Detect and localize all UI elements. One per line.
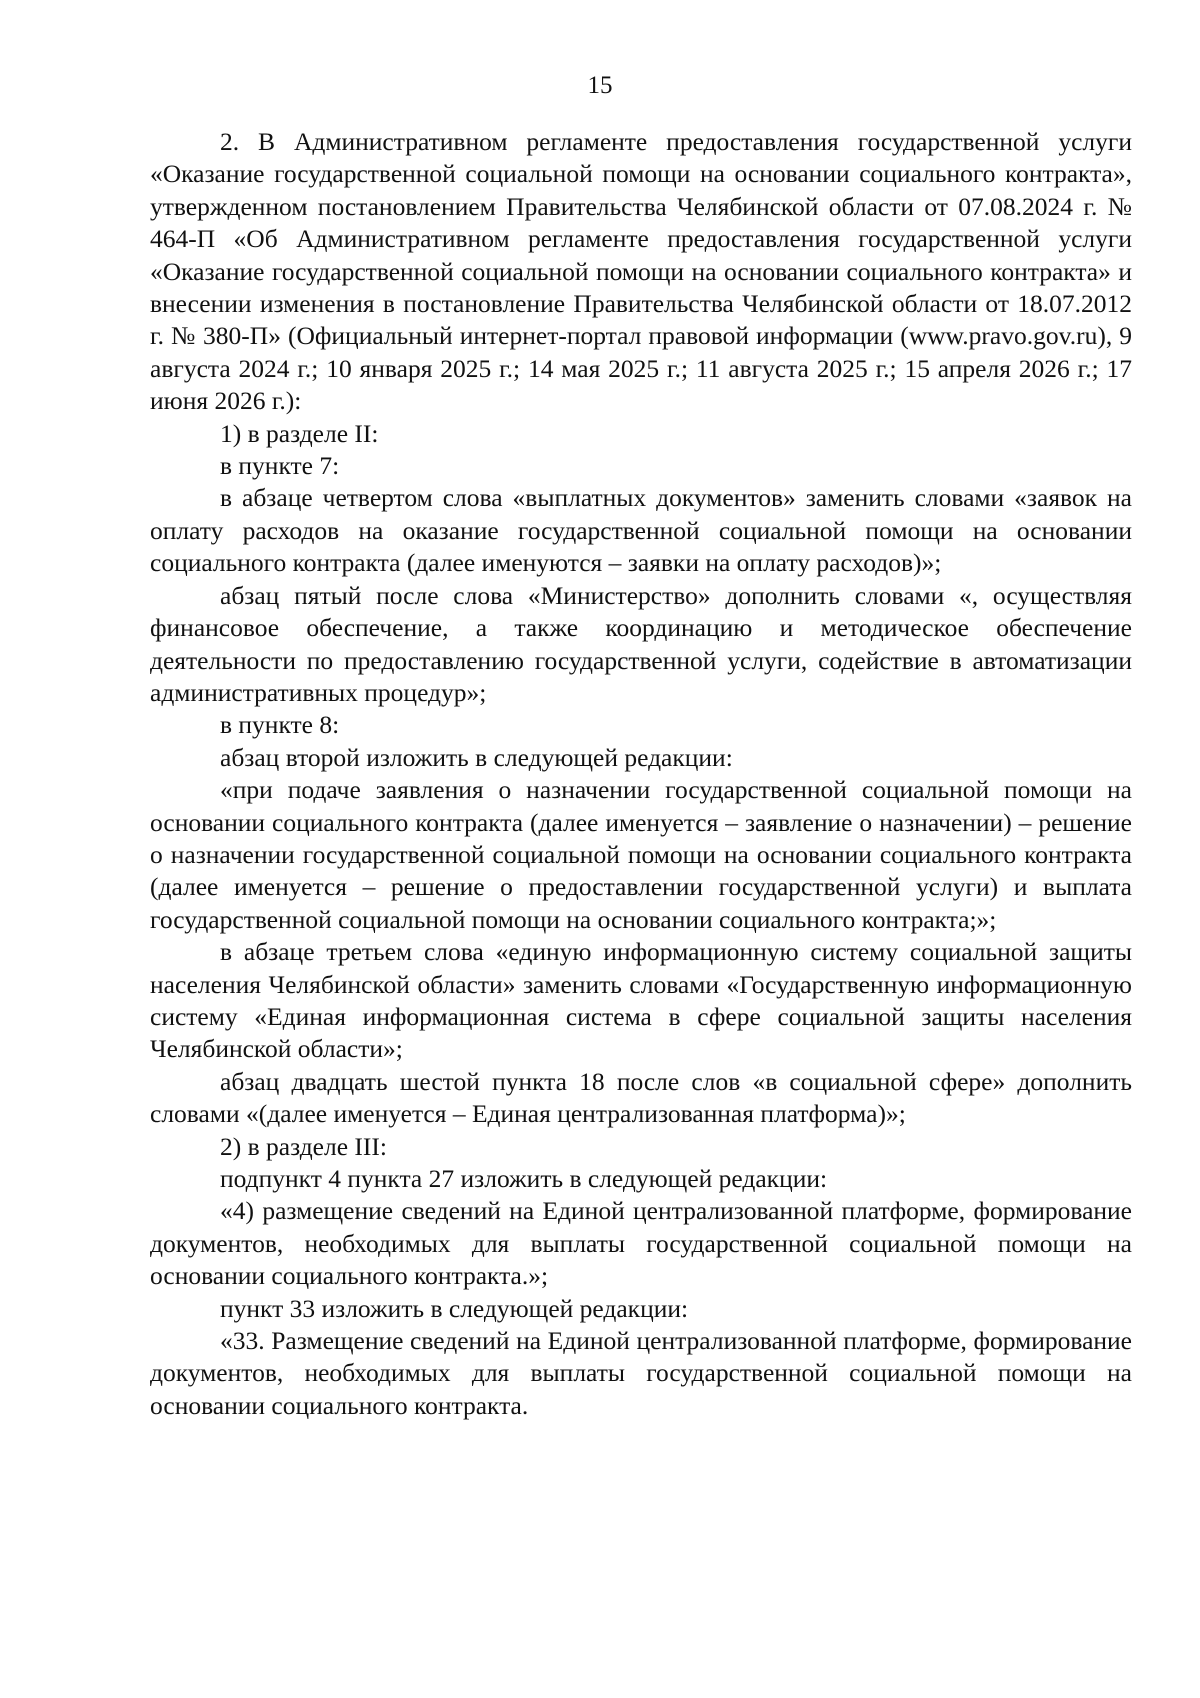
paragraph-clause-33-intro: пункт 33 изложить в следующей редакции: [220, 1293, 689, 1323]
paragraph-clause-18-para-26: абзац двадцать шестой пункта 18 после слов «в социальной сфере» дополнить словами «(далее именуется – Единая централизованная платформа)»; [150, 1066, 1132, 1129]
paragraph-clause-8-para-2-intro: абзац второй изложить в следующей редакции: [220, 742, 733, 772]
paragraph-clause-7: в пункте 7: [220, 451, 340, 481]
page-number: 15 [587, 72, 613, 99]
paragraph-clause-27-intro: подпункт 4 пункта 27 изложить в следующей редакции: [220, 1164, 828, 1193]
paragraph-clause-8-para-3: в абзаце третьем слова «единую информационную систему социальной защиты населения Челябинской области» заменить словами «Государственную информационную систему «Единая информационная система в сфере социальной защиты населения Челябинской области»; [150, 937, 1132, 1064]
paragraph-section-2: 1) в разделе II: [220, 418, 379, 448]
paragraph-clause-8: в пункте 8: [220, 710, 340, 740]
paragraph-amendment-intro: 2. В Административном регламенте предоставления государственной услуги «Оказание государственной социальной помощи на основании социального контракта», утвержденном постановлением Правительства Челябинской области от 07.08.2024 г. № 464-П «Об Административном регламенте предоставления государственной услуги «Оказание государственной социальной помощи на основании социального контракта» и внесении изменения в постановление Правительства Челябинской области от 18.07.2012 г. № 380-П» (Официальный интернет-портал правовой информации (www.pravo.gov.ru), 9 августа 2024 г.; 10 января 2025 г.; 14 мая 2025 г.; 11 августа 2025 г.; 15 апреля 2026 г.; 17 июня 2026 г.): [150, 127, 1132, 416]
document-body [150, 126, 1132, 1422]
paragraph-clause-8-para-2-text: «при подаче заявления о назначении государственной социальной помощи на основании социального контракта (далее именуется – заявление о назначении) – решение о назначении государственной социальной помощи на основании социального контракта (далее именуется – решение о предоставлении государственной услуги) и выплата государственной социальной помощи на основании социального контракта;»; [150, 775, 1132, 934]
paragraph-section-3: 2) в разделе III: [220, 1131, 387, 1161]
paragraph-clause-7-para-4: в абзаце четвертом слова «выплатных документов» заменить словами «заявок на оплату расходов на оказание государственной социальной помощи на основании социального контракта (далее именуются – заявки на оплату расходов)»; [150, 483, 1132, 578]
paragraph-clause-7-para-5: абзац пятый после слова «Министерство» дополнить словами «, осуществляя финансовое обеспечение, а также координацию и методическое обеспечение деятельности по предоставлению государственной услуги, содействие в автоматизации административных процедур»; [150, 580, 1132, 707]
paragraph-clause-33-text: «33. Размещение сведений на Единой централизованной платформе, формирование документов, необходимых для выплаты государственной социальной помощи на основании социального контракта. [150, 1326, 1132, 1420]
paragraph-clause-27-text: «4) размещение сведений на Единой централизованной платформе, формирование документов, необходимых для выплаты государственной социальной помощи на основании социального контракта.»; [150, 1196, 1132, 1291]
